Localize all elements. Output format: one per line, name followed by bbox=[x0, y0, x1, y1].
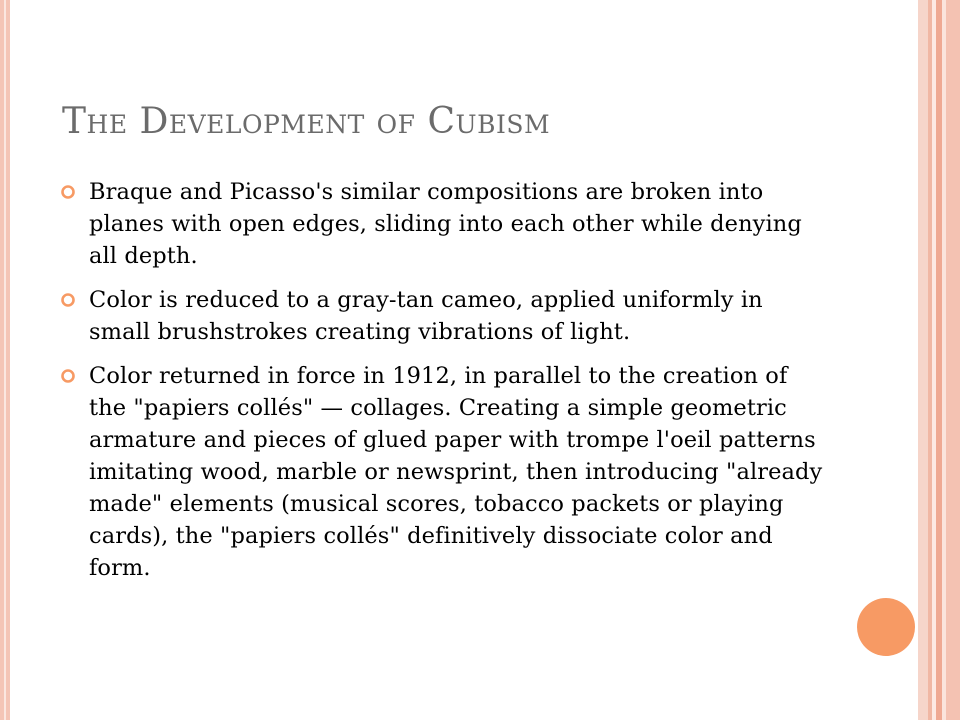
slide-title: The Development of Cubism bbox=[62, 101, 551, 142]
accent-circle bbox=[857, 598, 915, 656]
left-border-highlight bbox=[4, 0, 6, 720]
bullet-list bbox=[58, 176, 828, 596]
bullet-item bbox=[58, 360, 828, 584]
bullet-text: Braque and Picasso's similar compositions are broken into planes with open edges, sliding into each other while denying all depth. bbox=[89, 179, 802, 269]
bullet-item bbox=[58, 284, 828, 348]
ring-bullet-icon bbox=[60, 368, 76, 384]
bullet-text: Color is reduced to a gray-tan cameo, applied uniformly in small brushstrokes creating vibrations of light. bbox=[89, 287, 763, 345]
ring-bullet-icon bbox=[60, 292, 76, 308]
bullet-item bbox=[58, 176, 828, 272]
right-stripe-1 bbox=[918, 0, 928, 720]
ring-bullet-icon bbox=[60, 184, 76, 200]
bullet-text: Color returned in force in 1912, in parallel to the creation of the "papiers collés" — collages. Creating a simple geometric armature and pieces of glued paper with trompe l'oeil patterns imitating wood, marble or newsprint, then introducing "already made" elements (musical scores, tobacco packets or playing cards), the "papiers collés" definitively dissociate color and form. bbox=[89, 363, 823, 581]
right-stripe-6 bbox=[946, 0, 960, 720]
